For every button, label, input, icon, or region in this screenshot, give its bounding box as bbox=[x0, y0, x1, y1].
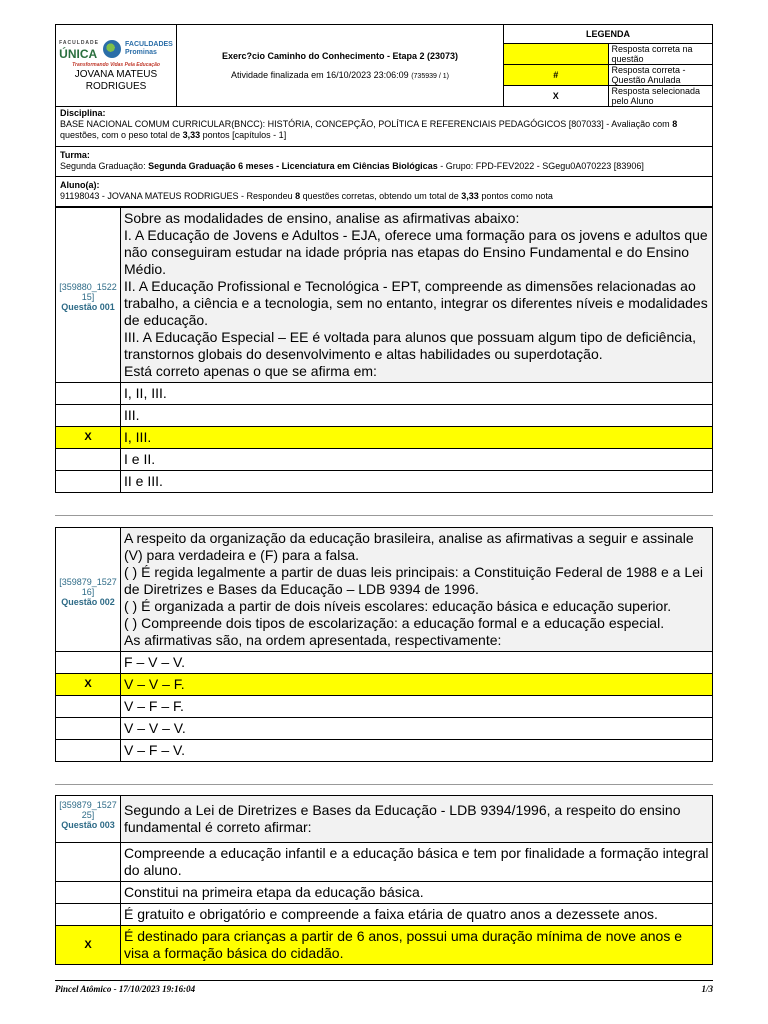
question-003 bbox=[55, 795, 713, 965]
legend-text: Resposta correta - Questão Anulada bbox=[608, 65, 713, 86]
option-text[interactable]: V – F – F. bbox=[121, 696, 713, 718]
answer-option[interactable] bbox=[56, 696, 713, 718]
question-id-cell: [359879_1527 25] Questão 003 bbox=[56, 796, 121, 843]
selection-mark: X bbox=[56, 427, 121, 449]
option-text[interactable]: I, III. bbox=[121, 427, 713, 449]
option-text[interactable]: Constitui na primeira etapa da educação básica. bbox=[121, 882, 713, 904]
option-text[interactable]: É gratuito e obrigatório e compreende a faixa etária de quatro anos a dezessete anos. bbox=[121, 904, 713, 926]
answer-option[interactable] bbox=[56, 471, 713, 493]
option-text[interactable]: F – V – V. bbox=[121, 652, 713, 674]
answer-option[interactable] bbox=[56, 383, 713, 405]
option-text[interactable]: É destinado para crianças a partir de 6 anos, possui uma duração mínima de nove anos e visa a formação básica do cidadão. bbox=[121, 926, 713, 965]
option-text[interactable]: V – V – F. bbox=[121, 674, 713, 696]
answer-option[interactable] bbox=[56, 652, 713, 674]
answer-option-selected[interactable] bbox=[56, 674, 713, 696]
finished-text: Atividade finalizada em 16/10/2023 23:06:09 (735939 / 1) bbox=[231, 70, 449, 80]
logo-tagline: Transformando Vidas Pela Educação bbox=[72, 62, 160, 68]
selection-mark: X bbox=[56, 926, 121, 965]
selection-mark bbox=[56, 405, 121, 427]
footer-timestamp: Pincel Atômico - 17/10/2023 19:16:04 bbox=[55, 984, 196, 994]
student-name: JOVANA MATEUS RODRIGUES bbox=[74, 69, 158, 92]
question-001 bbox=[55, 207, 713, 493]
question-id-cell: [359879_1527 16] Questão 002 bbox=[56, 528, 121, 652]
separator bbox=[55, 515, 713, 516]
option-text[interactable]: I e II. bbox=[121, 449, 713, 471]
option-text[interactable]: III. bbox=[121, 405, 713, 427]
selection-mark bbox=[56, 740, 121, 762]
page-footer bbox=[55, 980, 713, 994]
option-text[interactable]: I, II, III. bbox=[121, 383, 713, 405]
legend-text: Resposta correta na questão bbox=[608, 44, 713, 65]
selection-mark bbox=[56, 652, 121, 674]
selection-mark bbox=[56, 718, 121, 740]
legend-text: Resposta selecionada pelo Aluno bbox=[608, 86, 713, 107]
selection-mark bbox=[56, 882, 121, 904]
answer-option[interactable] bbox=[56, 449, 713, 471]
legend-title: LEGENDA bbox=[504, 25, 713, 44]
class-box: Turma: Segunda Graduação: Segunda Graduação 6 meses - Licenciatura em Ciências Biológicas - Grupo: FPD-FEV2022 - SGegu0A070223 [83906] bbox=[55, 147, 713, 177]
selection-mark bbox=[56, 383, 121, 405]
selection-mark: X bbox=[56, 674, 121, 696]
exercise-title: Exerc?cio Caminho do Conhecimento - Etapa 2 (23073) bbox=[221, 51, 459, 61]
option-text[interactable]: Compreende a educação infantil e a educação básica e tem por finalidade a formação integral do aluno. bbox=[121, 843, 713, 882]
header-table bbox=[55, 24, 713, 107]
option-text[interactable]: II e III. bbox=[121, 471, 713, 493]
selection-mark bbox=[56, 904, 121, 926]
question-statement: Segundo a Lei de Diretrizes e Bases da Educação - LDB 9394/1996, a respeito do ensino fundamental é correto afirmar: bbox=[121, 796, 713, 843]
separator bbox=[55, 784, 713, 785]
finished-code: (735939 / 1) bbox=[411, 73, 449, 80]
answer-option-selected[interactable] bbox=[56, 427, 713, 449]
selection-mark bbox=[56, 449, 121, 471]
question-statement: Sobre as modalidades de ensino, analise as afirmativas abaixo: I. A Educação de Jovens e Adultos - EJA, oferece uma formação para os jovens e adultos que não conseguiram estudar na idade própria nas etapas do Ensino Fundamental e do Ensino Médio. II. A Educação Profissional e Tecnológica - EPT, compreende as dimensões relacionadas ao trabalho, a ciência e a tecnologia, sem no entanto, integrar os diferentes níveis e modalidades de educação. III. A Educação Especial – EE é voltada para alunos que possuam algum tipo de deficiência, transtornos globais do desenvolvimento e altas habilidades ou superdotação. Está correto apenas o que se afirma em: bbox=[121, 208, 713, 383]
answer-option[interactable] bbox=[56, 718, 713, 740]
logo: FACULDADE ÚNICA FACULDADES Prominas bbox=[59, 40, 173, 61]
legend-symbol bbox=[504, 44, 609, 65]
discipline-name: BASE NACIONAL COMUM CURRICULAR(BNCC): HISTÓRIA, CONCEPÇÃO, POLÍTICA E REFERENCIAIS PEDAGÓGICOS bbox=[60, 119, 567, 129]
option-text[interactable]: V – F – V. bbox=[121, 740, 713, 762]
answer-option[interactable] bbox=[56, 843, 713, 882]
globe-icon bbox=[103, 40, 121, 58]
option-text[interactable]: V – V – V. bbox=[121, 718, 713, 740]
question-002 bbox=[55, 527, 713, 762]
discipline-box: Disciplina: BASE NACIONAL COMUM CURRICULAR(BNCC): HISTÓRIA, CONCEPÇÃO, POLÍTICA E REFERENCIAIS PEDAGÓGICOS [807033] - Avaliação com 8 questões, com o peso total de 3,33 pontos [capítulos - 1] bbox=[55, 105, 713, 147]
selection-mark bbox=[56, 471, 121, 493]
answer-option[interactable] bbox=[56, 405, 713, 427]
question-id-cell: [359880_1522 15] Questão 001 bbox=[56, 208, 121, 383]
answer-option[interactable] bbox=[56, 740, 713, 762]
class-name: Segunda Graduação 6 meses - Licenciatura em Ciências Biológicas bbox=[148, 161, 438, 171]
selection-mark bbox=[56, 843, 121, 882]
exercise-info bbox=[177, 25, 504, 107]
selection-mark bbox=[56, 696, 121, 718]
legend-symbol: # bbox=[504, 65, 609, 86]
page-number: 1/3 bbox=[701, 984, 713, 994]
legend-symbol: X bbox=[504, 86, 609, 107]
student-box: Aluno(a): 91198043 - JOVANA MATEUS RODRIGUES - Respondeu 8 questões corretas, obtendo um total de 3,33 pontos como nota bbox=[55, 177, 713, 207]
answer-option-selected[interactable] bbox=[56, 926, 713, 965]
logo-cell bbox=[56, 25, 177, 107]
question-statement: A respeito da organização da educação brasileira, analise as afirmativas a seguir e assinale (V) para verdadeira e (F) para a falsa. ( ) É regida legalmente a partir de duas leis principais: a Constituição Federal de 1988 e a Lei de Diretrizes e Bases da Educação – LDB 9394 de 1996. ( ) É organizada a partir de dois níveis escolares: educação básica e educação superior. ( ) Compreende dois tipos de escolarização: a educação formal e a educação especial. As afirmativas são, na ordem apresentada, respectivamente: bbox=[121, 528, 713, 652]
answer-option[interactable] bbox=[56, 904, 713, 926]
answer-option[interactable] bbox=[56, 882, 713, 904]
